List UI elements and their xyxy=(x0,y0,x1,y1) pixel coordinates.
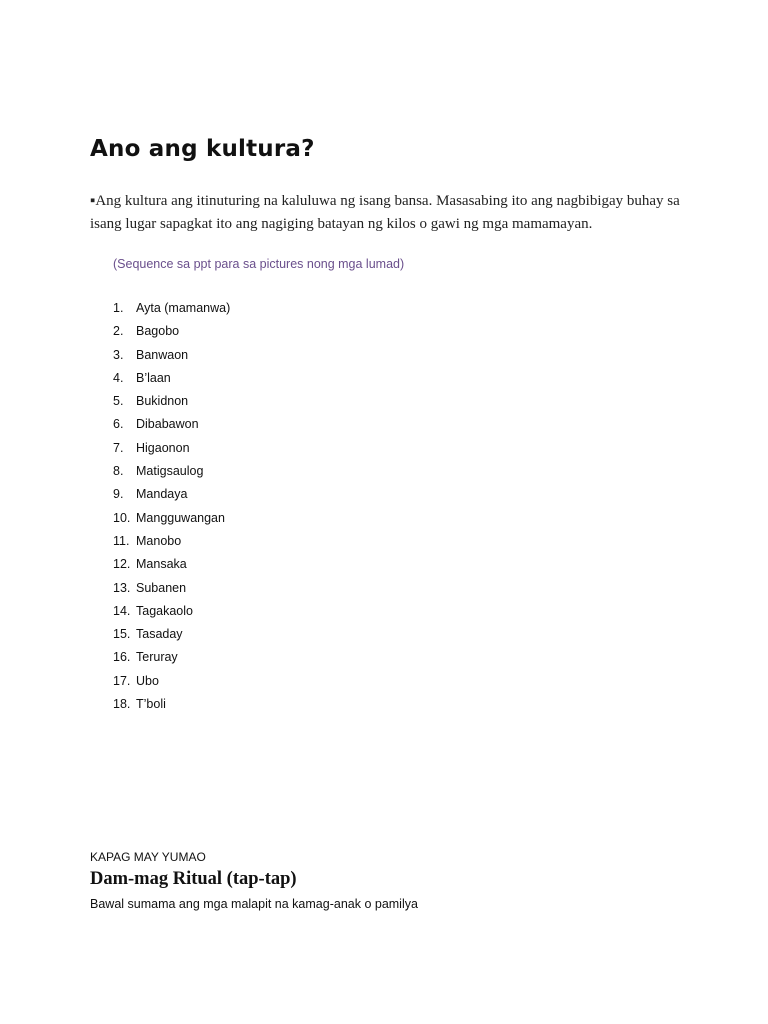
list-item-number: 7. xyxy=(113,440,124,455)
list-item-label: Subanen xyxy=(136,580,187,595)
list-item-label: Tasaday xyxy=(136,627,183,642)
list-item xyxy=(113,623,230,646)
list-item-number: 15. xyxy=(113,627,131,642)
list-item-number: 4. xyxy=(113,370,124,385)
list-item-label: Ubo xyxy=(136,673,159,688)
list-item-number: 9. xyxy=(113,487,124,502)
list-item xyxy=(113,297,230,320)
list-item-number: 8. xyxy=(113,464,124,479)
list-item-label: Matigsaulog xyxy=(136,464,204,479)
list-item-label: Mandaya xyxy=(136,487,188,502)
list-item-label: Bagobo xyxy=(136,324,180,339)
list-item-label: T’boli xyxy=(136,697,166,712)
list-item-number: 14. xyxy=(113,603,131,618)
list-item-number: 6. xyxy=(113,417,124,432)
list-item xyxy=(113,483,230,506)
list-item-label: Manobo xyxy=(136,533,182,548)
list-item-label: Ayta (mamanwa) xyxy=(136,301,231,315)
list-item-label: Teruray xyxy=(136,650,178,665)
list-item-label: B’laan xyxy=(136,370,171,385)
list-item-label: Dibabawon xyxy=(136,417,199,432)
list-item-label: Mansaka xyxy=(136,557,187,572)
list-item-number: 3. xyxy=(113,347,124,362)
list-item-number: 2. xyxy=(113,324,124,339)
list-item xyxy=(113,600,230,623)
sequence-note: (Sequence sa ppt para sa pictures nong mga lumad) xyxy=(113,257,405,271)
section-label: KAPAG MAY YUMAO xyxy=(90,850,206,864)
list-item xyxy=(113,367,230,390)
intro-text: Ang kultura ang itinuturing na kaluluwa ng isang bansa. Masasabing ito ang nagbibigay buhay sa isang lugar sapagkat ito ang nagiging batayan ng kilos o gawi ng mga mamamayan. xyxy=(90,193,680,232)
list-item xyxy=(113,437,230,460)
list-item-number: 10. xyxy=(113,510,131,525)
intro-paragraph xyxy=(90,190,690,236)
list-item-number: 17. xyxy=(113,673,131,688)
ritual-title: Dam-mag Ritual (tap-tap) xyxy=(90,869,297,889)
list-item xyxy=(113,507,230,530)
list-item-label: Tagakaolo xyxy=(136,603,193,618)
list-item xyxy=(113,460,230,483)
list-item-number: 12. xyxy=(113,557,131,572)
list-item xyxy=(113,320,230,343)
list-item xyxy=(113,553,230,576)
list-item xyxy=(113,693,230,716)
list-item xyxy=(113,344,230,367)
list-item-number: 13. xyxy=(113,580,131,595)
list-item-label: Higaonon xyxy=(136,440,190,455)
list-item-number: 16. xyxy=(113,650,131,665)
list-item xyxy=(113,670,230,693)
list-item xyxy=(113,530,230,553)
ritual-description: Bawal sumama ang mga malapit na kamag-anak o pamilya xyxy=(90,897,418,911)
lumad-list xyxy=(113,297,230,716)
list-item-label: Mangguwangan xyxy=(136,510,225,525)
list-item-label: Bukidnon xyxy=(136,394,189,409)
list-item-number: 18. xyxy=(113,697,131,712)
list-item-number: 11. xyxy=(113,533,130,548)
list-item xyxy=(113,390,230,413)
list-item-label: Banwaon xyxy=(136,347,189,362)
list-item xyxy=(113,646,230,669)
list-item-number: 5. xyxy=(113,394,124,409)
list-item xyxy=(113,577,230,600)
list-item-number: 1. xyxy=(113,301,124,315)
list-item xyxy=(113,413,230,436)
page-title: Ano ang kultura? xyxy=(90,136,315,162)
bullet-marker: ▪ xyxy=(90,193,96,209)
